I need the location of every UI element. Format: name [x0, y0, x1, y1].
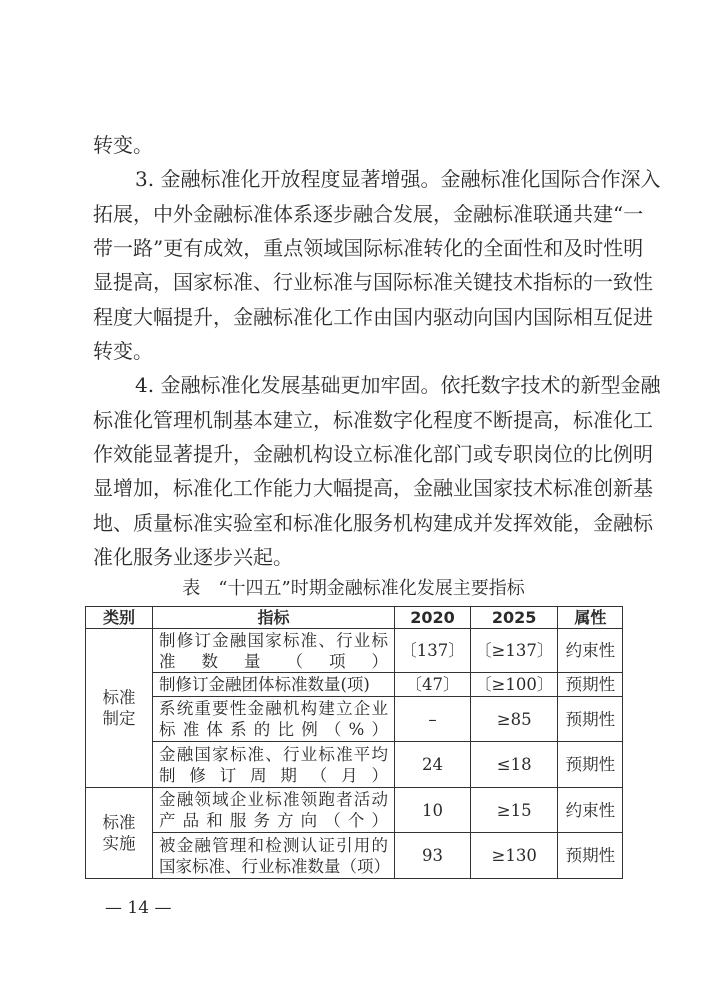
- text-line: 拓展，中外金融标准体系逐步融合发展，金融标准联通共建“一: [93, 202, 644, 226]
- header-2020: 2020: [395, 607, 471, 629]
- table-row: [86, 697, 623, 742]
- header-category: 类别: [86, 607, 153, 629]
- text-line: 4. 金融标准化发展基础更加牢固。依托数字技术的新型金融: [135, 373, 661, 397]
- attribute-cell: 预期性: [558, 673, 623, 697]
- text-line: 准化服务业逐步兴起。: [93, 545, 293, 569]
- text-line: 标准化管理机制基本建立，标准数字化程度不断提高，标准化工: [93, 408, 653, 432]
- attribute-cell: 预期性: [558, 742, 623, 788]
- indicator-cell: 制修订金融国家标准、行业标准数量（项）: [153, 629, 395, 673]
- text-line: 显提高，国家标准、行业标准与国际标准关键技术指标的一致性: [93, 270, 653, 294]
- table-row: [86, 673, 623, 697]
- value-2025: 〔≥100〕: [471, 673, 558, 697]
- value-2020: 24: [395, 742, 471, 788]
- page-number: — 14 —: [105, 898, 172, 918]
- value-2020: 93: [395, 833, 471, 879]
- indicator-cell: 金融国家标准、行业标准平均制修订周期（月）: [153, 742, 395, 788]
- value-2025: 〔≥137〕: [471, 629, 558, 673]
- table-header-row: [86, 607, 623, 629]
- value-2020: 10: [395, 788, 471, 833]
- indicator-cell: 制修订金融团体标准数量(项): [153, 673, 395, 697]
- indicator-cell: 系统重要性金融机构建立企业标准体系的比例（%）: [153, 697, 395, 742]
- indicator-cell: 金融领域企业标准领跑者活动产品和服务方向（个）: [153, 788, 395, 833]
- text-line: 程度大幅提升，金融标准化工作由国内驱动向国内国际相互促进: [93, 305, 653, 329]
- text-line: 转变。: [93, 339, 153, 363]
- table-row: [86, 788, 623, 833]
- text-line: 转变。: [93, 133, 153, 157]
- indicators-table: [85, 606, 623, 879]
- attribute-cell: 约束性: [558, 629, 623, 673]
- text-line: 显增加，标准化工作能力大幅提高，金融业国家技术标准创新基: [93, 476, 653, 500]
- indicator-cell: 被金融管理和检测认证引用的国家标准、行业标准数量（项）: [153, 833, 395, 879]
- text-line: 作效能显著提升，金融机构设立标准化部门或专职岗位的比例明: [93, 442, 653, 466]
- header-2025: 2025: [471, 607, 558, 629]
- group-cell: 标准实施: [86, 788, 153, 879]
- text-line: 地、质量标准实验室和标准化服务机构建成并发挥效能，金融标: [93, 511, 653, 535]
- value-2020: –: [395, 697, 471, 742]
- table-row: [86, 629, 623, 673]
- value-2025: ≥130: [471, 833, 558, 879]
- text-line: 3. 金融标准化开放程度显著增强。金融标准化国际合作深入: [135, 167, 661, 191]
- value-2025: ≤18: [471, 742, 558, 788]
- attribute-cell: 约束性: [558, 788, 623, 833]
- value-2025: ≥15: [471, 788, 558, 833]
- attribute-cell: 预期性: [558, 833, 623, 879]
- header-indicator: 指标: [153, 607, 395, 629]
- attribute-cell: 预期性: [558, 697, 623, 742]
- value-2020: 〔47〕: [395, 673, 471, 697]
- table-caption: 表 “十四五”时期金融标准化发展主要指标: [182, 578, 525, 599]
- table-row: [86, 833, 623, 879]
- value-2020: 〔137〕: [395, 629, 471, 673]
- header-attribute: 属性: [558, 607, 623, 629]
- group-cell: 标准制定: [86, 629, 153, 788]
- text-line: 带一路”更有成效，重点领域国际标准转化的全面性和及时性明: [93, 236, 644, 260]
- value-2025: ≥85: [471, 697, 558, 742]
- table-row: [86, 742, 623, 788]
